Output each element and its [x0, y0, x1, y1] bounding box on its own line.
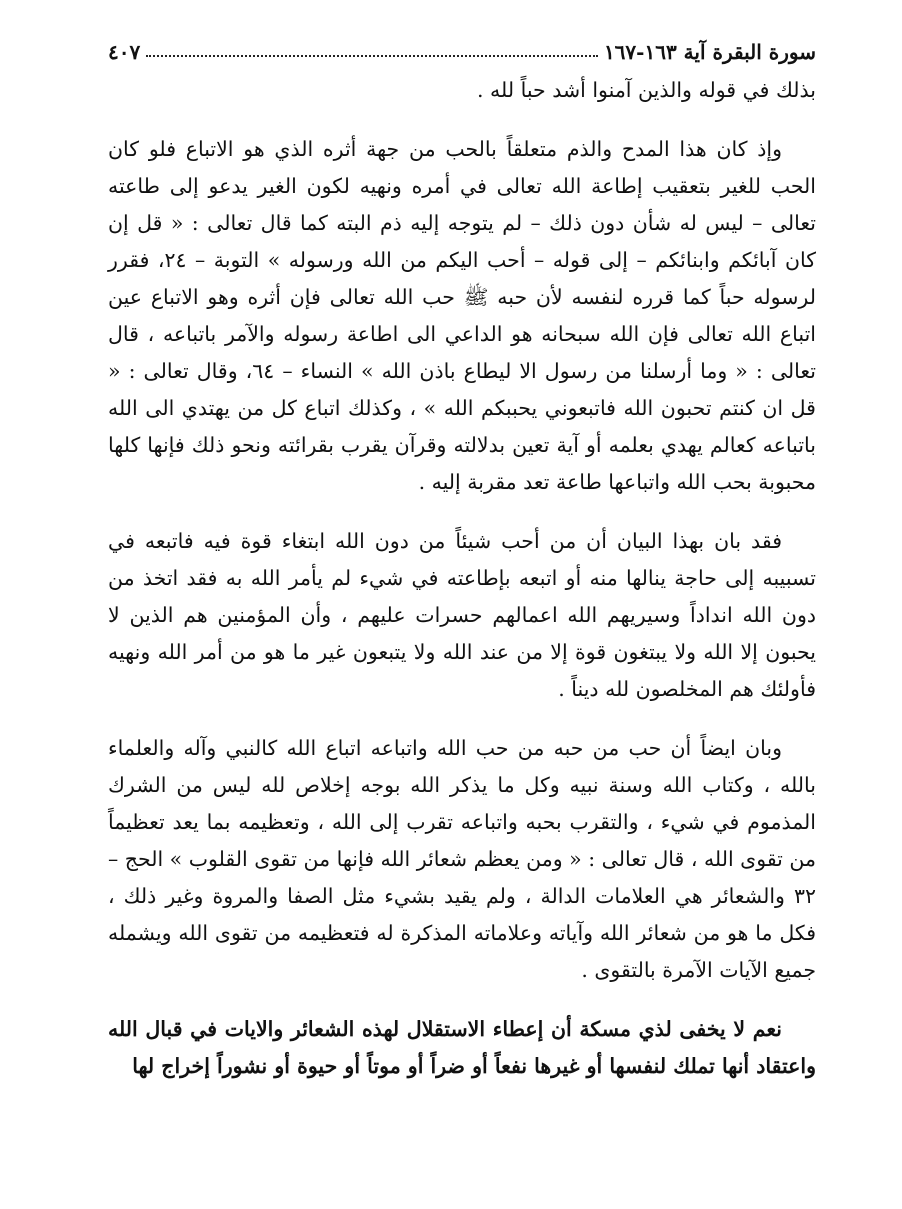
header-dot-leader [146, 55, 598, 57]
surah-title: سورة البقرة آية ١٦٣-١٦٧ [603, 40, 816, 64]
paragraph-symbols-of-god: وبان ايضاً أن حب من حبه من حب الله واتباعه اتباع الله كالنبي وآله والعلماء بالله ، وكتاب الله وسنة نبيه وكل ما يذكر الله بوجه إخلاص لله ليس من الشرك المذموم في شيء ، والتقرب بحبه واتباعه تقرب إلى الله ، وتعظيمه بما يعد تعظيماً من تقوى الله ، قال تعالى : « ومن يعظم شعائر الله فإنها من تقوى القلوب » الحج – ٣٢ والشعائر هي العلامات الدالة ، ولم يقيد بشيء مثل الصفا والمروة وغير ذلك ، فكل ما هو من شعائر الله وآياته وعلاماته المذكرة له فتعظيمه من تقوى الله ويشمله جميع الآيات الآمرة بالتقوى . [107, 736, 816, 982]
paragraph-rivals-conclusion: فقد بان بهذا البيان أن من أحب شيئاً من دون الله ابتغاء قوة فيه فاتبعه في تسبيبه إلى حاجة ينالها منه أو اتبعه بإطاعته في شيء لم يأمر الله به فقد اتخذ من دون الله انداداً وسيريهم الله اعمالهم حسرات عليهم ، وأن المؤمنين هم الذين لا يحبون إلا الله ولا يبتغون قوة إلا من عند الله ولا يتبعون غير ما هو من أمر الله ونهيه فأولئك هم المخلصون لله ديناً . [108, 529, 816, 701]
paragraph-independence-warning: نعم لا يخفى لذي مسكة أن إعطاء الاستقلال لهذه الشعائر والايات في قبال الله واعتقاد أنها تملك لنفسها أو غيرها نفعاً أو ضراً أو موتاً أو حيوة أو نشوراً إخراج لها [108, 1017, 816, 1078]
paragraph-continuation: بذلك في قوله والذين آمنوا أشد حباً لله . [477, 78, 816, 102]
page-number: ٤٠٧ [108, 40, 141, 64]
book-page [108, 30, 816, 1085]
running-header [108, 30, 816, 64]
paragraph-praise-and-blame: وإذ كان هذا المدح والذم متعلقاً بالحب من جهة أثره الذي هو الاتباع فلو كان الحب للغير بتعقيب إطاعة الله تعالى في أمره ونهيه لكون الغير يدعو إلى طاعته تعالى – ليس له شأن دون ذلك – لم يتوجه إليه ذم البته كما قال تعالى : « قل إن كان آبائكم وابنائكم – إلى قوله – أحب اليكم من الله ورسوله » التوبة – ٢٤، فقرر لرسوله حباً كما قرره لنفسه لأن حبه ﷺ حب الله تعالى فإن أثره وهو الاتباع عين اتباع الله تعالى فإن الله سبحانه هو الداعي الى اطاعة رسوله والآمر باتباعه ، قال تعالى : « وما أرسلنا من رسول الا ليطاع باذن الله » النساء – ٦٤، وقال تعالى : « قل ان كنتم تحبون الله فاتبعوني يحببكم الله » ، وكذلك اتباع كل من يهتدي الى الله باتباعه كعالم يهدي بعلمه أو آية تعين بدلالته وقرآن يقرب بقرائته ونحو ذلك فإنها كلها محبوبة بحب الله واتباعها طاعة تعد مقربة إليه . [108, 137, 816, 494]
